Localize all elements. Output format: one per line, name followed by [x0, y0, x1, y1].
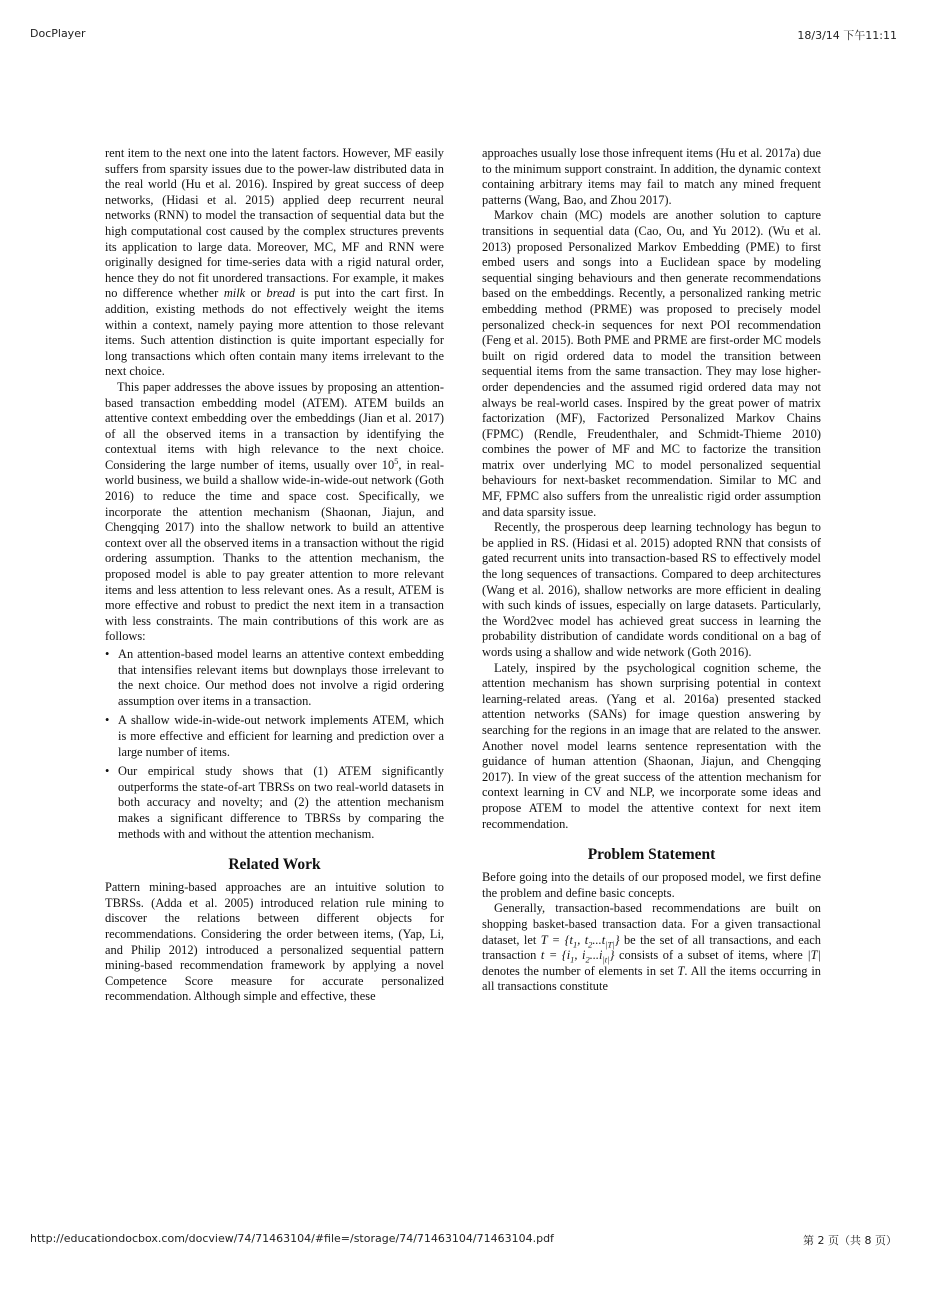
page-indicator: 第 2 页（共 8 页） — [803, 1234, 897, 1247]
paragraph: approaches usually lose those infrequent items (Hu et al. 2017a) due to the minimum support constraint. In addition, the dynamic context containing arbitrary items may fail to match any mined frequent patterns (Wang, Bao, and Zhou 2017). — [482, 146, 821, 207]
math-cardinality: |T| — [807, 948, 821, 963]
paragraph: Pattern mining-based approaches are an intuitive solution to TBRSs. (Adda et al. 2005) introduced relation rule mining to discover the relations between different objects for recommendations. Considering the order between items, (Yap, Li, and Philip 2012) introduced a personalized sequential pattern mining-based recommendation framework by applying a novel Competence Score measure for accurate personalized recommendation. Although simple and effective, these — [105, 880, 444, 1004]
print-datetime: 18/3/14 下午11:11 — [797, 29, 897, 42]
contributions-list — [105, 647, 444, 842]
site-name: DocPlayer — [30, 27, 86, 40]
paragraph: Markov chain (MC) models are another solution to capture transitions in sequential data (Cao, Ou, and Yu 2012). (Wu et al. 2013) proposed Personalized Markov Embedding (PME) to first embed users and songs into a Euclidean space by modeling sequential singing behaviours and then generate recommendations based on the embeddings. Recently, a personalized ranking metric embedding method (PRME) was proposed to precisely model personalized check-in sequences for next POI recommendation (Feng et al. 2015). Both PME and PRME are first-order MC models built on rigid ordered data to model the transition between sequential items from the same transaction. They may lose higher-order dependencies and the assumed rigid ordered data may not always be real-world cases. Inspired by the great power of matrix factorization (MF), Factorized Personalized Markov Chains (FPMC) (Rendle, Freudenthaler, and Schmidt-Thieme 2010) combines the power of MF and MC to factorize the transition matrix over underlying MC to model personalized sequential behaviours for next-basket recommendation. Similar to MC and MF, FPMC also suffers from the unrealistic rigid order assumption and data sparsity issue. — [482, 208, 821, 519]
math-bread: bread — [266, 286, 295, 301]
paragraph: rent item to the next one into the latent factors. However, MF easily suffers from sparsity issues due to the power-law distributed data in the real world (Hu et al. 2016). Inspired by great success of deep networks, (Hidasi et al. 2015) applied deep recurrent neural networks (RNN) to model the transaction of sequential data but the high computational cost caused by the complex structures prevents its application to large data. Moreover, MC, MF and RNN were originally designed for time-series data with a rigid natural order, hence they do not fit unordered transactions. For example, it makes no difference whether milk or bread is put into the cart first. In addition, existing methods do not effectively weight the items within a context, namely paying more attention to those relevant items. Such attention distinction is quite important especially for long transactions which often contain many items irrelevant to the next choice. — [105, 146, 444, 379]
superscript: 5 — [394, 455, 399, 466]
paragraph: Recently, the prosperous deep learning technology has begun to be applied in RS. (Hidasi et al. 2015) adopted RNN that consists of gated recurrent units into transaction-based RS to effectively model the long sequences of transactions. Compared to deep architectures (Wang et al. 2016), shallow networks are more efficient in dealing with such kinds of issues, especially on large datasets. Particularly, the Word2vec model has achieved great success in learning the probability distribution of candidate words conditional on a bag of words using a shallow and wide network (Goth 2016). — [482, 520, 821, 659]
math-transactions-set: $T = \{t_1$, $t_2...t_{|T|}$} — [540, 932, 620, 949]
list-item: • Our empirical study shows that (1) ATEM significantly outperforms the state-of-art TBRSs on two real-world datasets in both accuracy and novelty; and (2) the attention mechanism makes a significant difference to TBRSs by comparing the methods with and without the attention mechanism. — [118, 764, 444, 842]
math-set-T: T — [677, 963, 685, 978]
math-milk: milk — [223, 286, 246, 301]
list-item: • A shallow wide-in-wide-out network implements ATEM, which is more effective and efficient for learning and prediction over a large number of items. — [118, 713, 444, 760]
list-item: • An attention-based model learns an attentive context embedding that intensifies relevant items but downplays those irrelevant to the next choice. Our method does not involve a rigid ordering assumption over items in a transaction. — [118, 647, 444, 709]
section-heading-related-work: Related Work — [228, 856, 321, 874]
paragraph: Lately, inspired by the psychological cognition scheme, the attention mechanism has shown surprising potential in context learning-related areas. (Yang et al. 2016a) presented stacked attention networks (SANs) for image question answering by searching for the regions in an image that are related to the answer. Another novel model learns sentence representation with the guidance of human attention (Shaonan, Jiajun, and Chengqing 2017). In view of the great success of the attention mechanism for context learning in CV and NLP, we incorporate some ideas and propose ATEM to model the attentive context for next item recommendation. — [482, 660, 821, 831]
paragraph: Generally, transaction-based recommendations are built on shopping basket-based transaction data. For a given transactional dataset, let $T = \{t_1$, $t_2...t_{|T|}$} be the set of all transactions, and each transaction $t = \{i_1$, $i_2...i_{|t|}$} consists of a subset of items, where |T| denotes the number of elements in set T. All the items occurring in all transactions constitute — [482, 901, 821, 994]
left-column — [105, 146, 444, 1005]
page-url[interactable]: http://educationdocbox.com/docview/74/71463104/#file=/storage/74/71463104/71463104.pdf — [30, 1232, 554, 1245]
paragraph: Before going into the details of our proposed model, we first define the problem and define basic concepts. — [482, 870, 821, 900]
math-transaction: $t = \{i_1$, $i_2...i_{|t|}$} — [540, 948, 615, 965]
paragraph: This paper addresses the above issues by proposing an attention-based transaction embedding model (ATEM). ATEM builds an attentive context embedding over the embeddings (Jian et al. 2017) of all the observed items in a transaction by identifying the contextual items with high relevance to the next choice. Considering the large number of items, usually over $10^5$, in real-world business, we build a shallow wide-in-wide-out network (Goth 2016) to reduce the time and space cost. Specifically, we incorporate the attention mechanism (Shaonan, Jiajun, and Chengqing 2017) into the shallow network to build an attentive context over all the observed items in a transaction without the rigid ordering assumption. Thanks to the attention mechanism, the proposed model is able to pay greater attention to more relevant items and less attention to less relevant ones. As a result, ATEM is more effective and robust to predict the next item in a transaction with less constraints. The main contributions of this work are as follows: — [105, 379, 444, 644]
right-column — [482, 146, 821, 995]
section-heading-problem-statement: Problem Statement — [587, 846, 716, 864]
